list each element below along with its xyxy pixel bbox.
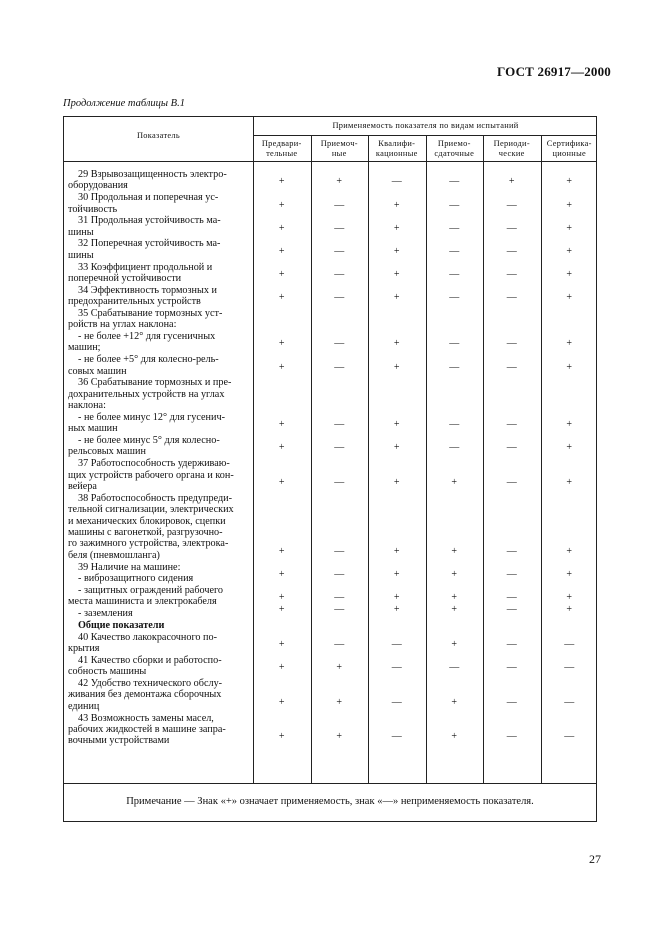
applicability-mark: + [566, 222, 573, 234]
applicability-mark: + [278, 569, 285, 581]
applicability-mark: — [334, 268, 345, 280]
indicator-label: - не более +5° для колесно-рель- совых машин [68, 354, 219, 377]
column-header-6: Сертифика- ционные [546, 139, 592, 158]
applicability-mark: + [278, 545, 285, 557]
applicability-mark: + [451, 604, 458, 616]
applicability-mark: — [391, 639, 402, 651]
applicability-mark: + [566, 176, 573, 188]
applicability-mark: + [278, 662, 285, 674]
column-group-header: Применяемость показателя по видам испытаний [332, 121, 519, 130]
indicator-label: 35 Срабатывание тормозных уст- ройств на углах наклона: [68, 307, 223, 331]
applicability-mark: — [506, 419, 517, 431]
applicability-mark: + [393, 419, 400, 431]
applicability-mark: + [566, 268, 573, 280]
applicability-mark: + [278, 268, 285, 280]
applicability-mark: — [334, 199, 345, 211]
applicability-mark: — [506, 245, 517, 257]
column-header-1: Предвари- тельные [261, 139, 302, 158]
applicability-mark: + [278, 592, 285, 604]
applicability-mark: — [449, 245, 460, 257]
applicability-mark: + [278, 639, 285, 651]
applicability-mark: + [278, 696, 285, 708]
applicability-mark: + [566, 292, 573, 304]
applicability-mark: + [566, 199, 573, 211]
applicability-mark: — [449, 292, 460, 304]
applicability-mark: + [566, 442, 573, 454]
applicability-mark: — [506, 268, 517, 280]
applicability-mark: + [278, 245, 285, 257]
applicability-mark: + [508, 176, 515, 188]
applicability-mark: — [391, 662, 402, 674]
applicability-mark: + [393, 604, 400, 616]
applicability-mark: — [506, 222, 517, 234]
applicability-mark: + [451, 476, 458, 488]
applicability-mark: + [566, 419, 573, 431]
applicability-mark: + [278, 604, 285, 616]
applicability-table [63, 116, 597, 822]
applicability-mark: + [336, 696, 343, 708]
applicability-mark: — [506, 696, 517, 708]
applicability-mark: + [566, 361, 573, 373]
indicator-label: 29 Взрывозащищенность электро- оборудования [68, 169, 227, 192]
applicability-mark: — [506, 731, 517, 743]
applicability-mark: — [449, 361, 460, 373]
applicability-mark: — [449, 222, 460, 234]
applicability-mark: + [278, 476, 285, 488]
applicability-mark: — [449, 176, 460, 188]
indicator-label: 36 Срабатывание тормозных и пре- дохранительных устройств на углах наклона: [68, 377, 232, 412]
applicability-mark: + [393, 338, 400, 350]
table-continuation-caption: Продолжение таблицы В.1 [63, 98, 185, 109]
table-note: Примечание — Знак «+» означает применяемость, знак «—» неприменяемость показателя. [126, 796, 534, 807]
applicability-mark: + [278, 222, 285, 234]
column-divider [426, 135, 427, 783]
column-divider [253, 117, 254, 783]
indicator-label: - не более минус 12° для гусенич- ных машин [68, 411, 225, 435]
applicability-mark: + [336, 731, 343, 743]
applicability-mark: + [278, 338, 285, 350]
applicability-mark: — [391, 731, 402, 743]
applicability-mark: — [564, 696, 575, 708]
page-number: 27 [589, 852, 601, 866]
applicability-mark: — [334, 476, 345, 488]
indicator-label: - не более +12° для гусеничных машин; [68, 331, 216, 354]
indicator-label: 31 Продольная устойчивость ма- шины [68, 215, 221, 238]
applicability-mark: + [566, 545, 573, 557]
applicability-mark: — [334, 592, 345, 604]
applicability-mark: — [449, 442, 460, 454]
indicator-label: 38 Работоспособность предупреди- тельной сигнализации, электрических и механических блокировок, сцепки машины с вагонеткой, разгрузочно- го зажимного устройства, электрока- беля (пневмошланга) [68, 492, 234, 561]
applicability-mark: + [393, 222, 400, 234]
column-divider [483, 135, 484, 783]
applicability-mark: + [451, 545, 458, 557]
applicability-mark: + [393, 476, 400, 488]
applicability-mark: + [393, 569, 400, 581]
applicability-mark: + [278, 176, 285, 188]
applicability-mark: — [334, 545, 345, 557]
indicator-label: 34 Эффективность тормозных и предохранительных устройств [68, 284, 217, 308]
applicability-mark: — [334, 361, 345, 373]
applicability-mark: — [506, 476, 517, 488]
applicability-mark: — [506, 604, 517, 616]
applicability-mark: + [451, 639, 458, 651]
applicability-mark: + [451, 696, 458, 708]
applicability-mark: + [566, 592, 573, 604]
applicability-mark: + [566, 245, 573, 257]
applicability-mark: — [506, 592, 517, 604]
column-header-2: Приемоч- ные [320, 139, 358, 158]
applicability-mark: + [451, 569, 458, 581]
applicability-mark: + [393, 592, 400, 604]
column-divider [541, 135, 542, 783]
indicator-label: 43 Возможность замены масел, рабочих жидкостей в машине запра- вочными устройствами [68, 712, 226, 747]
column-header-3: Квалифи- кационные [375, 139, 418, 158]
column-header-indicator: Показатель [136, 131, 181, 140]
applicability-mark: + [278, 419, 285, 431]
applicability-mark: — [506, 199, 517, 211]
applicability-mark: + [393, 545, 400, 557]
applicability-mark: + [393, 245, 400, 257]
applicability-mark: + [278, 292, 285, 304]
applicability-mark: — [334, 222, 345, 234]
applicability-mark: + [566, 338, 573, 350]
applicability-mark: — [449, 199, 460, 211]
applicability-mark: — [449, 419, 460, 431]
applicability-mark: — [564, 731, 575, 743]
applicability-mark: — [334, 604, 345, 616]
applicability-mark: — [334, 419, 345, 431]
applicability-mark: + [566, 569, 573, 581]
applicability-mark: + [393, 199, 400, 211]
applicability-mark: — [449, 268, 460, 280]
applicability-mark: — [334, 245, 345, 257]
applicability-mark: — [506, 662, 517, 674]
column-header-5: Периоди- ческие [493, 139, 530, 158]
applicability-mark: — [564, 662, 575, 674]
column-divider [311, 135, 312, 783]
applicability-mark: — [334, 639, 345, 651]
applicability-mark: — [391, 176, 402, 188]
applicability-mark: + [336, 662, 343, 674]
applicability-mark: + [566, 604, 573, 616]
indicator-label: 32 Поперечная устойчивость ма- шины [68, 238, 221, 261]
applicability-mark: — [334, 569, 345, 581]
applicability-mark: + [393, 292, 400, 304]
applicability-mark: — [506, 442, 517, 454]
applicability-mark: + [278, 442, 285, 454]
applicability-mark: — [449, 338, 460, 350]
indicator-label: 37 Работоспособность удерживаю- щих устройств рабочего органа и кон- вейера [68, 458, 234, 492]
applicability-mark: + [278, 199, 285, 211]
applicability-mark: — [506, 292, 517, 304]
applicability-mark: + [451, 731, 458, 743]
applicability-mark: + [393, 361, 400, 373]
applicability-mark: + [451, 592, 458, 604]
applicability-mark: + [566, 476, 573, 488]
applicability-mark: + [336, 176, 343, 188]
applicability-mark: + [393, 442, 400, 454]
indicator-label: 33 Коэффициент продольной и поперечной устойчивости [68, 261, 213, 284]
indicator-label: 42 Удобство технического обслу- живания без демонтажа сборочных единиц [68, 677, 223, 712]
indicator-label: - защитных ограждений рабочего места машиниста и электрокабеля [68, 585, 223, 608]
applicability-mark: — [506, 338, 517, 350]
applicability-mark: + [393, 268, 400, 280]
applicability-mark: + [278, 731, 285, 743]
column-divider [368, 135, 369, 783]
standard-number: ГОСТ 26917—2000 [496, 64, 611, 79]
indicator-label: - не более минус 5° для колесно- рельсовых машин [68, 435, 220, 458]
indicator-label: 30 Продольная и поперечная ус- тойчивость [68, 192, 219, 215]
indicator-label: - виброзащитного сидения [78, 573, 194, 585]
applicability-mark: — [506, 545, 517, 557]
indicator-label: 40 Качество лакокрасочного по- крытия [68, 631, 217, 655]
applicability-mark: — [334, 292, 345, 304]
applicability-mark: + [278, 361, 285, 373]
applicability-mark: — [391, 696, 402, 708]
indicator-label: Общие показатели [78, 619, 165, 631]
indicator-label: - заземления [78, 608, 133, 620]
applicability-mark: — [334, 442, 345, 454]
applicability-mark: — [564, 639, 575, 651]
applicability-mark: — [506, 569, 517, 581]
header-bottom-line [64, 161, 596, 162]
header-divider [253, 135, 596, 136]
column-header-4: Приемо- сдаточные [434, 139, 475, 158]
indicator-label: 41 Качество сборки и работоспо- собность машины [68, 654, 222, 678]
applicability-mark: — [334, 338, 345, 350]
note-divider [64, 783, 596, 784]
indicator-label: 39 Наличие на машине: [78, 561, 181, 573]
applicability-mark: — [506, 639, 517, 651]
applicability-mark: — [449, 662, 460, 674]
applicability-mark: — [506, 361, 517, 373]
